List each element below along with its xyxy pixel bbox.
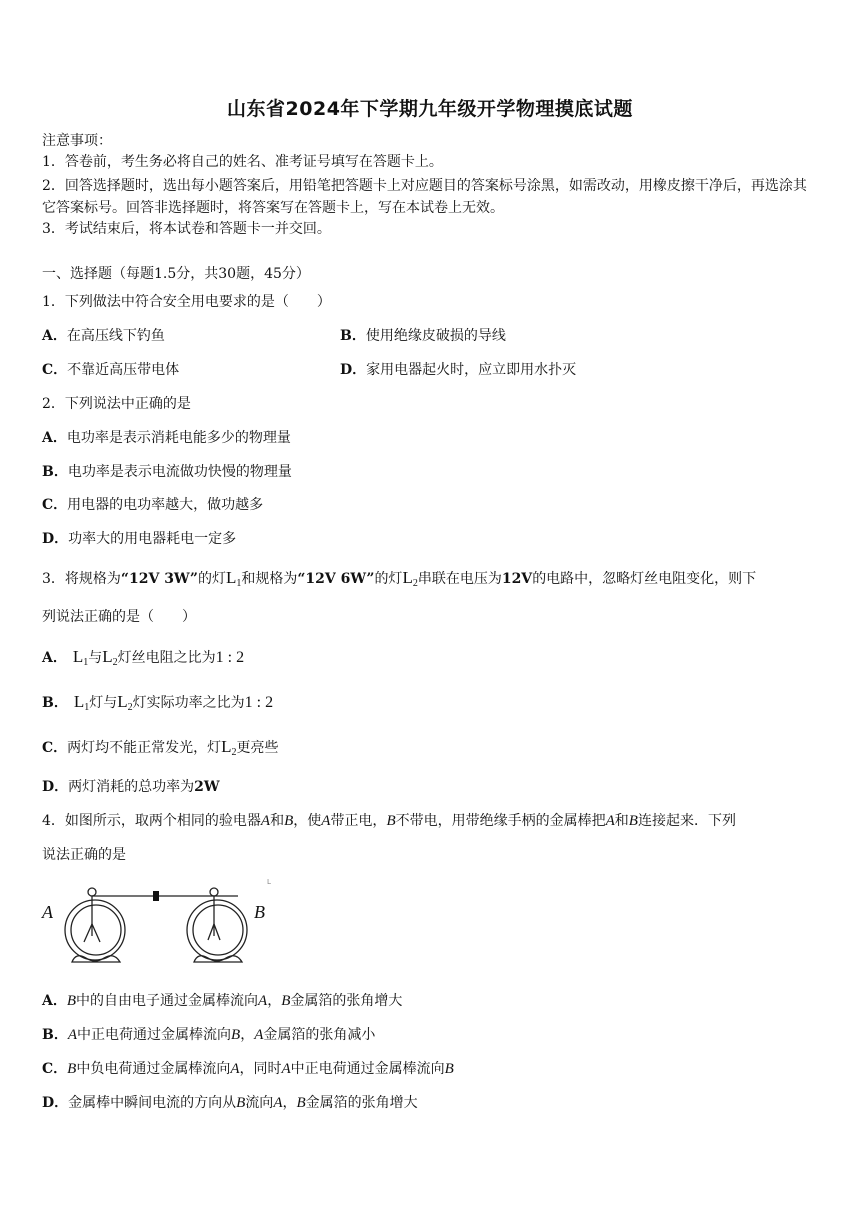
note-item-1: 1．答卷前，考生务必将自己的姓名、准考证号填写在答题卡上。 xyxy=(42,154,443,170)
option-text: 中的自由电子通过金属棒流向 xyxy=(76,993,259,1009)
q3-mid3: 的灯 xyxy=(374,571,403,587)
q4-stem-line1 xyxy=(42,811,736,831)
option-text: 更亮些 xyxy=(236,740,279,756)
q1-option-a xyxy=(42,326,165,346)
lamp-subscript: 1 xyxy=(236,578,242,589)
q4-var-a: A xyxy=(254,1027,264,1043)
q4-var-b: B xyxy=(236,1095,246,1111)
q4-var-b: B xyxy=(444,1061,454,1077)
lamp-symbol: L xyxy=(117,692,128,711)
q4-text: ，使 xyxy=(293,813,322,829)
option-label: A． xyxy=(42,650,67,666)
q4-option-c xyxy=(42,1059,454,1079)
fig-label-b: B xyxy=(254,902,265,922)
lamp-symbol: L xyxy=(221,737,232,756)
option-label: D． xyxy=(340,362,367,378)
option-text: 家用电器起火时，应立即用水扑灭 xyxy=(366,362,577,378)
option-text: 金属箔的张角增大 xyxy=(290,993,403,1009)
option-text: ，同时 xyxy=(239,1061,282,1077)
q2-option-b xyxy=(42,462,292,482)
option-text: 金属箔的张角增大 xyxy=(305,1095,418,1111)
q4-stem-line2: 说法正确的是 xyxy=(42,847,126,863)
q1-option-c xyxy=(42,360,179,380)
option-text: 使用绝缘皮破损的导线 xyxy=(365,328,506,344)
option-label: C． xyxy=(42,1061,68,1077)
fig-label-a: A xyxy=(42,902,53,922)
q4-var-b: B xyxy=(66,993,77,1009)
q3-tail: 的电路中，忽略灯丝电阻变化，则下 xyxy=(532,571,757,587)
lamp-symbol: L xyxy=(72,647,84,666)
option-label: B． xyxy=(340,328,366,344)
lamp-symbol: L xyxy=(102,647,113,666)
option-text: ， xyxy=(267,993,282,1009)
q3-option-d xyxy=(42,777,220,797)
option-label: A． xyxy=(42,993,67,1009)
q4-var-b: B xyxy=(231,1027,241,1043)
q4-text: 和 xyxy=(270,813,285,829)
q4-var-b: B xyxy=(281,993,291,1009)
q4-var-a: A xyxy=(321,813,331,829)
ratio-value: 1 : 2 xyxy=(215,649,245,666)
lamp-symbol: L xyxy=(73,692,85,711)
lamp-subscript: 2 xyxy=(231,747,237,758)
option-label: B． xyxy=(42,1027,68,1043)
q1-option-b xyxy=(340,326,506,346)
option-text: 灯丝电阻之比为 xyxy=(117,650,216,666)
q2-option-a xyxy=(42,428,291,448)
q2-stem: 2．下列说法中正确的是 xyxy=(42,396,191,412)
option-label: C． xyxy=(42,740,68,756)
q4-var-a: A xyxy=(273,1095,283,1111)
q4-option-b xyxy=(42,1025,375,1045)
option-label: A． xyxy=(42,328,67,344)
option-text: 灯与 xyxy=(89,695,118,711)
page-title: 山东省2024年下学期九年级开学物理摸底试题 xyxy=(227,98,633,120)
lamp-subscript: 2 xyxy=(127,702,133,713)
option-label: A． xyxy=(42,430,67,446)
q3-spec1: “12V 3W” xyxy=(120,571,198,587)
option-text: 电功率是表示电流做功快慢的物理量 xyxy=(67,464,292,480)
lamp-subscript: 2 xyxy=(412,578,418,589)
lamp-symbol: L xyxy=(225,568,237,587)
option-text: 功率大的用电器耗电一定多 xyxy=(68,531,237,547)
note-item-3: 3．考试结束后，将本试卷和答题卡一并交回。 xyxy=(42,221,331,237)
q4-text: 4．如图所示，取两个相同的验电器 xyxy=(42,813,261,829)
q4-text: 连接起来．下列 xyxy=(637,813,736,829)
q3-stem-line2: 列说法正确的是（ ） xyxy=(42,609,196,625)
q3-option-c xyxy=(42,737,279,763)
q3-num: 3．将规格为 xyxy=(42,571,121,587)
option-text: 在高压线下钓鱼 xyxy=(66,328,165,344)
option-label: D． xyxy=(42,531,69,547)
q4-var-a: A xyxy=(258,993,268,1009)
electroscope-figure xyxy=(40,878,280,978)
q4-var-b: B xyxy=(628,813,638,829)
option-label: C． xyxy=(42,497,68,513)
option-text: 与 xyxy=(88,650,103,666)
option-label: D． xyxy=(42,779,69,795)
option-text: ， xyxy=(282,1095,297,1111)
lamp-subscript: 1 xyxy=(84,702,90,713)
note-item-2: 2．回答选择题时，选出每小题答案后，用铅笔把答题卡上对应题目的答案标号涂黑，如需改动，用橡皮擦干净后，再选涂其它答案标号。回答非选择题时，将答案写在答题卡上，写在本试卷上无效。 xyxy=(42,178,807,216)
q3-mid4: 串联在电压为 xyxy=(417,571,502,587)
q4-option-a xyxy=(42,991,402,1011)
lamp-subscript: 2 xyxy=(112,657,118,668)
q4-text: 带正电， xyxy=(330,813,387,829)
option-text: 不靠近高压带电体 xyxy=(67,362,180,378)
option-text: ， xyxy=(240,1027,255,1043)
q4-var-a: A xyxy=(230,1061,240,1077)
option-text: 中正电荷通过金属棒流向 xyxy=(77,1027,232,1043)
option-text: 灯实际功率之比为 xyxy=(132,695,245,711)
insulating-handle xyxy=(153,891,159,901)
q4-var-b: B xyxy=(284,813,294,829)
q3-stem-line1 xyxy=(42,568,756,594)
q2-option-d xyxy=(42,529,236,549)
fig-mark: L xyxy=(267,878,271,886)
q3-option-a xyxy=(42,647,244,673)
q4-option-d xyxy=(42,1093,418,1113)
q4-text: 和 xyxy=(614,813,629,829)
option-text: 中负电荷通过金属棒流向 xyxy=(76,1061,231,1077)
q4-text: 不带电，用带绝缘手柄的金属棒把 xyxy=(395,813,606,829)
option-text: 中正电荷通过金属棒流向 xyxy=(290,1061,445,1077)
option-text: 两灯消耗的总功率为 xyxy=(68,779,195,795)
q4-var-a: A xyxy=(260,813,271,829)
notes-heading: 注意事项： xyxy=(42,133,112,149)
option-label: C． xyxy=(42,362,68,378)
q3-mid2: 和规格为 xyxy=(241,571,298,587)
q1-stem: 1．下列做法中符合安全用电要求的是（ ） xyxy=(42,294,331,310)
q4-var-a: A xyxy=(67,1027,78,1043)
option-text: 用电器的电功率越大，做功越多 xyxy=(67,497,264,513)
power-value: 2W xyxy=(194,779,220,795)
lamp-symbol: L xyxy=(402,568,413,587)
option-text: 金属箔的张角减小 xyxy=(263,1027,376,1043)
option-text: 电功率是表示消耗电能多少的物理量 xyxy=(66,430,291,446)
electroscope-b-knob xyxy=(210,888,218,896)
q3-option-b xyxy=(42,692,273,718)
q1-option-d xyxy=(340,360,576,380)
q3-mid1: 的灯 xyxy=(197,571,226,587)
option-label: B． xyxy=(42,464,68,480)
option-label: D． xyxy=(42,1095,69,1111)
electroscope-b-body xyxy=(187,900,247,960)
q4-var-b: B xyxy=(67,1061,77,1077)
q4-var-b: B xyxy=(296,1095,306,1111)
ratio-value: 1 : 2 xyxy=(244,694,274,711)
q4-var-b: B xyxy=(386,813,396,829)
option-label: B． xyxy=(42,695,68,711)
option-text: 流向 xyxy=(245,1095,274,1111)
option-text: 金属棒中瞬间电流的方向从 xyxy=(68,1095,237,1111)
q4-var-a: A xyxy=(281,1061,291,1077)
q2-option-c xyxy=(42,495,263,515)
q3-voltage: 12V xyxy=(501,571,533,587)
option-text: 两灯均不能正常发光，灯 xyxy=(67,740,222,756)
electroscope-a-knob xyxy=(88,888,96,896)
section-heading: 一、选择题（每题1.5分，共30题，45分） xyxy=(42,266,310,282)
q3-spec2: “12V 6W” xyxy=(297,571,375,587)
q4-var-a: A xyxy=(605,813,615,829)
lamp-subscript: 1 xyxy=(83,657,89,668)
